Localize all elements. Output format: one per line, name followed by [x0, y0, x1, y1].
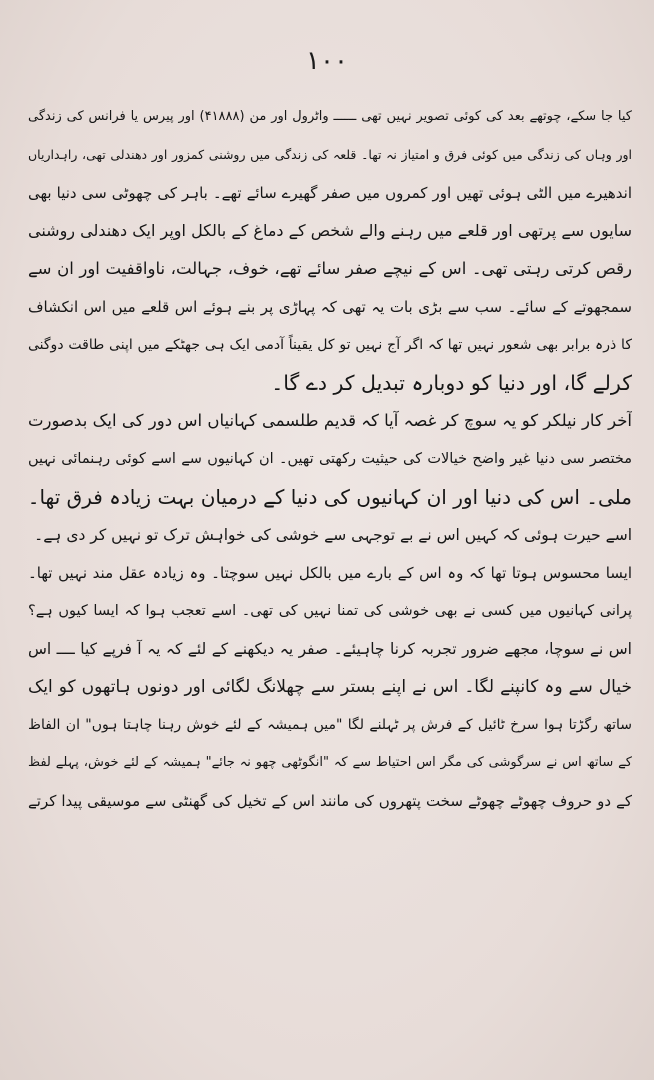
text-line: ایسا محسوس ہوتا تھا کہ وہ اس کے بارے میں بالکل نہیں سوچتا۔ وہ زیادہ عقل مند نہیں تھا۔ [28, 564, 632, 582]
page-number: ۱۰۰ [306, 46, 348, 76]
text-line: کے ساتھ اس نے سرگوشی کی مگر اس احتیاط سے کہ "انگوٹھی چھو نہ جائے" ہمیشہ کے لئے خوش، پہلے لفظ [28, 755, 632, 770]
text-line: کا ذرہ برابر بھی شعور نہیں تھا کہ اگر آج نہیں تو کل یقیناً آدمی ایک ہی جھٹکے میں اپنی طاقت دوگنی [28, 337, 632, 353]
text-line: اندھیرے میں الٹی ہوئی تھیں اور کمروں میں صفر گھیرے سائے تھے۔ باہر کی چھوٹی سی دنیا بھی [28, 184, 632, 202]
text-line: خیال سے وہ کانپنے لگا۔ اس نے اپنے بستر سے چھلانگ لگائی اور دونوں ہاتھوں کو ایک [28, 677, 632, 697]
text-line: اسے حیرت ہوئی کہ کہیں اس نے بے توجہی سے خوشی کی خواہش ترک تو نہیں کر دی ہے۔ [34, 526, 632, 544]
text-line: مختصر سی دنیا غیر واضح خیالات کی حیثیت رکھتی تھیں۔ ان کہانیوں سے اسے کوئی رہنمائی نہیں [28, 451, 632, 467]
text-line: اس نے سوچا، مجھے ضرور تجربہ کرنا چاہیئے۔ صفر یہ دیکھنے کے لئے کہ یہ آ فرپے کیا ــــ اس [28, 640, 632, 658]
text-line: آخر کار نیلکر کو یہ سوچ کر غصہ آیا کہ قدیم طلسمی کہانیاں اس دور کی ایک بدصورت [28, 411, 632, 430]
text-line: سایوں سے پرتھی اور قلعے میں رہنے والے شخص کے دماغ کے بالکل اوپر ایک دھندلی روشنی [28, 221, 632, 240]
text-line: سمجھوتے کے سائے۔ سب سے بڑی بات یہ تھی کہ پہاڑی پر بنے ہوئے اس قلعے میں اس انکشاف [28, 298, 632, 316]
text-line: کے دو حروف چھوٹے چھوٹے سخت پتھروں کی مانند اس کے تخیل کی گھنٹی سے موسیقی پیدا کرتے [28, 792, 632, 810]
text-line: اور وہاں کی زندگی میں کوئی فرق و امتیاز نہ تھا۔ قلعہ کی زندگی میں روشنی کمزور اور دھندلی تھی، راہداریاں [28, 147, 632, 162]
text-line: ساتھ رگڑتا ہوا سرخ ٹائیل کے فرش پر ٹہلنے لگا "میں ہمیشہ کے لئے خوش رہنا چاہتا ہوں" ان الفاظ [28, 717, 632, 733]
text-line: ملی۔ اس کی دنیا اور ان کہانیوں کی دنیا کے درمیان بہت زیادہ فرق تھا۔ [28, 485, 632, 509]
body-text [28, 98, 632, 820]
text-line: کیا جا سکے، چوتھے بعد کی کوئی تصویر نہیں تھی ــــــ واٹرول اور من (۴۱۸۸۸) اور پیرس یا فرانس کی زندگی [28, 109, 632, 124]
text-line: پرانی کہانیوں میں کسی نے بھی خوشی کی تمنا نہیں کی تھی۔ اسے تعجب ہوا کہ ایسا کیوں ہے؟ [28, 603, 632, 619]
text-line: کرلے گا، اور دنیا کو دوبارہ تبدیل کر دے گا۔ [271, 371, 632, 395]
text-line: رقص کرتی رہتی تھی۔ اس کے نیچے صفر سائے تھے، خوف، جہالت، ناواقفیت اور ان سے [28, 259, 632, 278]
